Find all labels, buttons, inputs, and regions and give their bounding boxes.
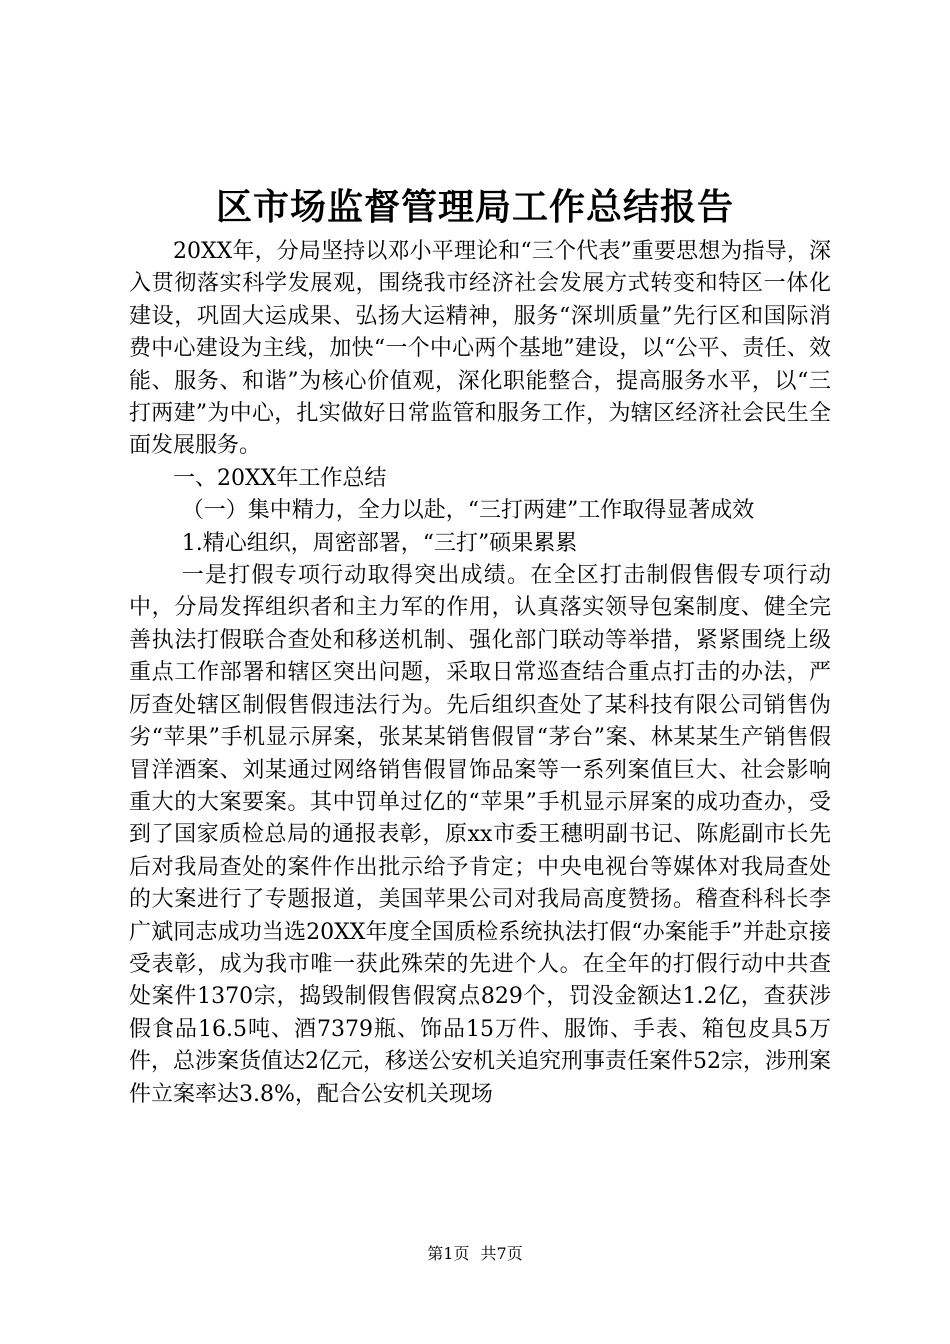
intro-paragraph: 20XX年，分局坚持以邓小平理论和“三个代表”重要思想为指导，深入贯彻落实科学发展观，围绕我市经济社会发展方式转变和特区一体化建设，巩固大运成果、弘扬大运精神，服务“深圳质量”先行区和国际消费中心建设为主线，加快“一个中心两个基地”建设，以“公平、责任、效能、服务、和谐”为核心价值观，深化职能整合，提高服务水平，以“三打两建”为中心，扎实做好日常监管和服务工作，为辖区经济社会民生全面发展服务。 xyxy=(129,239,831,459)
section-heading: 一、20XX年工作总结 xyxy=(173,465,387,491)
document-body xyxy=(129,236,831,1111)
page-footer xyxy=(0,1242,950,1266)
body-paragraph: 一是打假专项行动取得突出成绩。在全区打击制假售假专项行动中，分局发挥组织者和主力军的作用，认真落实领导包案制度、健全完善执法打假联合查处和移送机制、强化部门联动等举措，紧紧围绕上级重点工作部署和辖区突出问题，采取日常巡查结合重点打击的办法，严厉查处辖区制假售假违法行为。先后组织查处了某科技有限公司销售伪劣“苹果”手机显示屏案，张某某销售假冒“茅台”案、林某某生产销售假冒洋酒案、刘某通过网络销售假冒饰品案等一系列案值巨大、社会影响重大的大案要案。其中罚单过亿的“苹果”手机显示屏案的成功查办，受到了国家质检总局的通报表彰，原xx市委王穗明副书记、陈彪副市长先后对我局查处的案件作出批示给予肯定；中央电视台等媒体对我局查处的大案进行了专题报道，美国苹果公司对我局高度赞扬。稽查科科长李广斌同志成功当选20XX年度全国质检系统执法打假“办案能手”并赴京接受表彰，成为我市唯一获此殊荣的先进个人。在全年的打假行动中共查处案件1370宗，捣毁制假售假窝点829个，罚没金额达1.2亿，查获涉假食品16.5吨、酒7379瓶、饰品15万件、服饰、手表、箱包皮具5万件，总涉案货值达2亿元，移送公安机关追究刑事责任案件52宗，涉刑案件立案率达3.8%，配合公安机关现场 xyxy=(129,563,831,1107)
page-total: 共7页 xyxy=(480,1244,523,1263)
document-title: 区市场监督管理局工作总结报告 xyxy=(215,186,734,228)
item-heading: 1.精心组织，周密部署，“三打”硕果累累 xyxy=(181,530,578,556)
subsection-heading: （一）集中精力，全力以赴，“三打两建”工作取得显著成效 xyxy=(181,498,755,524)
page-number: 第1页 xyxy=(427,1244,470,1263)
